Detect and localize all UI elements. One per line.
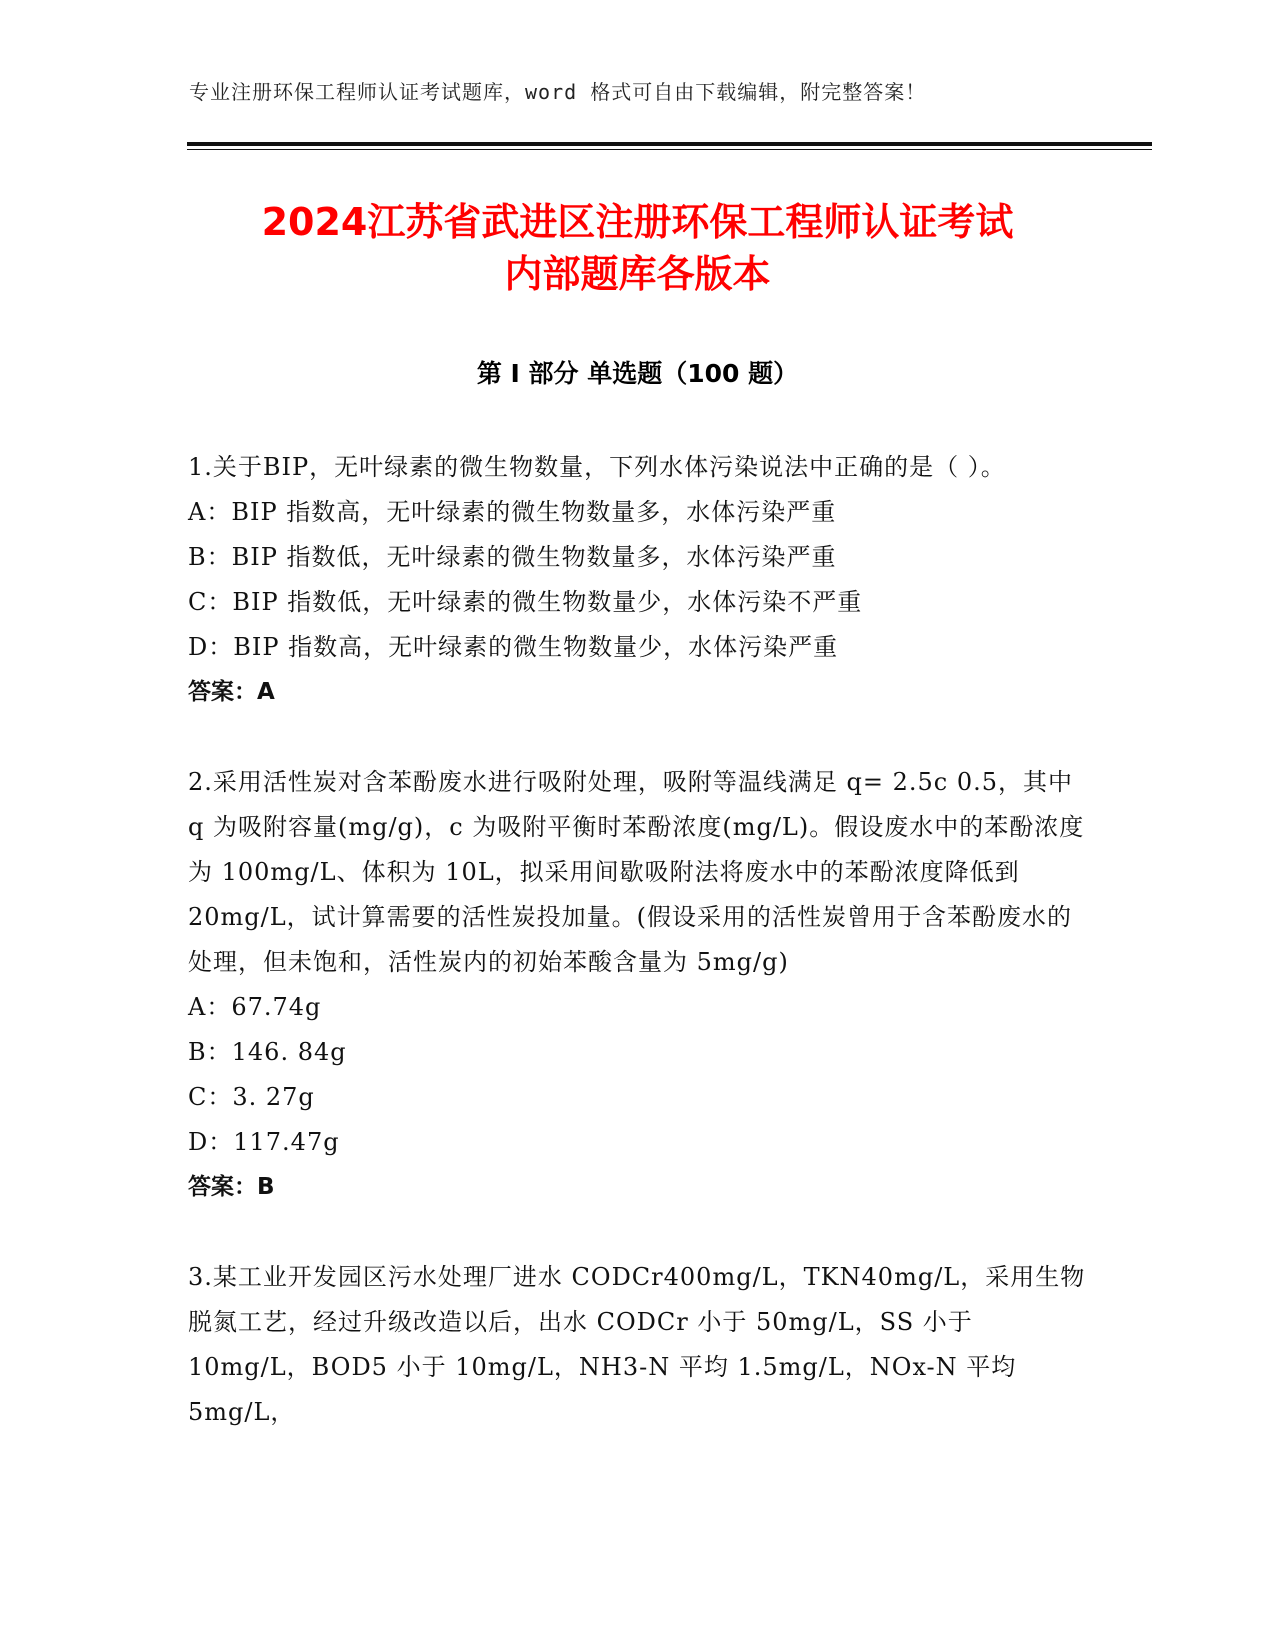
document-title-line-2: 内部题库各版本 bbox=[504, 252, 771, 296]
option-d: D：BIP 指数高，无叶绿素的微生物数量少，水体污染严重 bbox=[188, 633, 839, 661]
document-title bbox=[150, 196, 1125, 300]
question-text: 1.关于BIP，无叶绿素的微生物数量，下列水体污染说法中正确的是（ ）。 bbox=[188, 453, 1006, 481]
option-a: A：BIP 指数高，无叶绿素的微生物数量多，水体污染严重 bbox=[188, 498, 837, 526]
header-note: 专业注册环保工程师认证考试题库，word 格式可自由下载编辑，附完整答案！ bbox=[189, 80, 927, 104]
document-title-line-1: 2024江苏省武进区注册环保工程师认证考试 bbox=[261, 200, 1014, 244]
question-item bbox=[188, 760, 1088, 1210]
spacer bbox=[188, 1210, 1088, 1255]
question-item bbox=[188, 1255, 1088, 1435]
answer-label: 答案：A bbox=[188, 679, 275, 705]
answer-label: 答案：B bbox=[188, 1174, 275, 1200]
option-c: C：3. 27g bbox=[188, 1083, 315, 1111]
option-b: B：146. 84g bbox=[188, 1038, 347, 1066]
question-text: 3.某工业开发园区污水处理厂进水 CODCr400mg/L，TKN40mg/L，采用生物脱氮工艺，经过升级改造以后，出水 CODCr 小于 50mg/L，SS 小于 10mg/L，BOD5 小于 10mg/L，NH3-N 平均 1.5mg/L，NOx-N 平均 5mg/L， bbox=[188, 1263, 1086, 1426]
option-d: D：117.47g bbox=[188, 1128, 340, 1156]
header-rule-thick bbox=[187, 142, 1152, 146]
question-list bbox=[188, 445, 1088, 1435]
option-a: A：67.74g bbox=[188, 993, 322, 1021]
spacer bbox=[188, 715, 1088, 760]
header-rule-thin bbox=[187, 149, 1152, 150]
question-item bbox=[188, 445, 1088, 715]
option-c: C：BIP 指数低，无叶绿素的微生物数量少，水体污染不严重 bbox=[188, 588, 863, 616]
question-text: 2.采用活性炭对含苯酚废水进行吸附处理，吸附等温线满足 q= 2.5c 0.5，其中 q 为吸附容量(mg/g)，c 为吸附平衡时苯酚浓度(mg/L)。假设废水中的苯酚浓度为 100mg/L、体积为 10L，拟采用间歇吸附法将废水中的苯酚浓度降低到 20mg/L，试计算需要的活性炭投加量。(假设采用的活性炭曾用于含苯酚废水的处理，但未饱和，活性炭内的初始苯酸含量为 5mg/g) bbox=[188, 768, 1085, 976]
option-b: B：BIP 指数低，无叶绿素的微生物数量多，水体污染严重 bbox=[188, 543, 837, 571]
section-title: 第 I 部分 单选题（100 题） bbox=[476, 359, 799, 388]
